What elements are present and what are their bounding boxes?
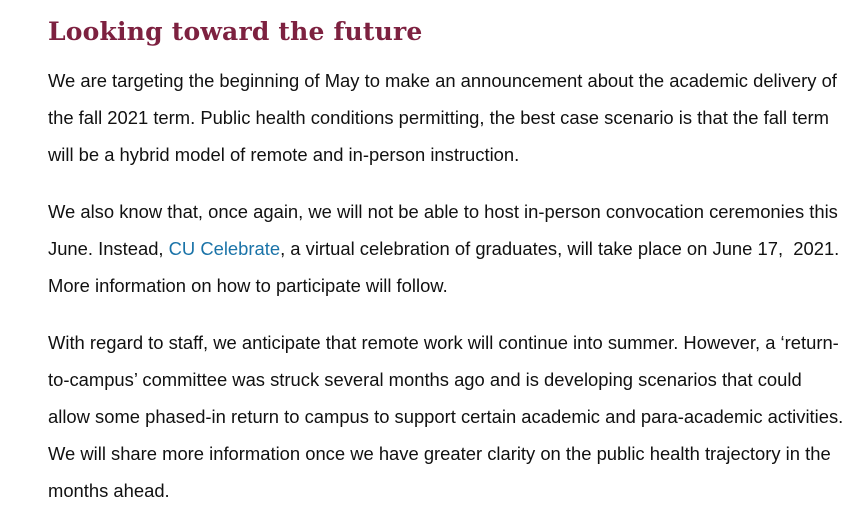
paragraph-text: We are targeting the beginning of May to make an announcement about the academic delivery of the fall 2021 term. Public health conditions permitting, the best case scenario is that the fall term will be a hybrid model of remote and in-person instruction. <box>48 70 837 165</box>
paragraph-text-before-link: We also know that, once again, we will not be able to host in-person convocation ceremonies this June. Instead, <box>48 201 838 259</box>
section-heading: Looking toward the future <box>48 17 423 46</box>
cu-celebrate-link[interactable]: CU Celebrate <box>168 238 281 259</box>
paragraph-academic-delivery <box>48 62 848 173</box>
paragraph-convocation <box>48 193 848 304</box>
paragraph-text: With regard to staff, we anticipate that remote work will continue into summer. However, a ‘return-to-campus’ committee was struck several months ago and is developing scenarios that could allow some phased-in return to campus to support certain academic and para-academic activities. We will share more information once we have greater clarity on the public health trajectory in the months ahead. <box>48 332 844 501</box>
paragraph-staff <box>48 324 848 509</box>
article-section <box>48 14 848 529</box>
paragraph-text-after-link: , a virtual celebration of graduates, will take place on June 17, 2021. More information on how to participate will follow. <box>48 238 840 296</box>
